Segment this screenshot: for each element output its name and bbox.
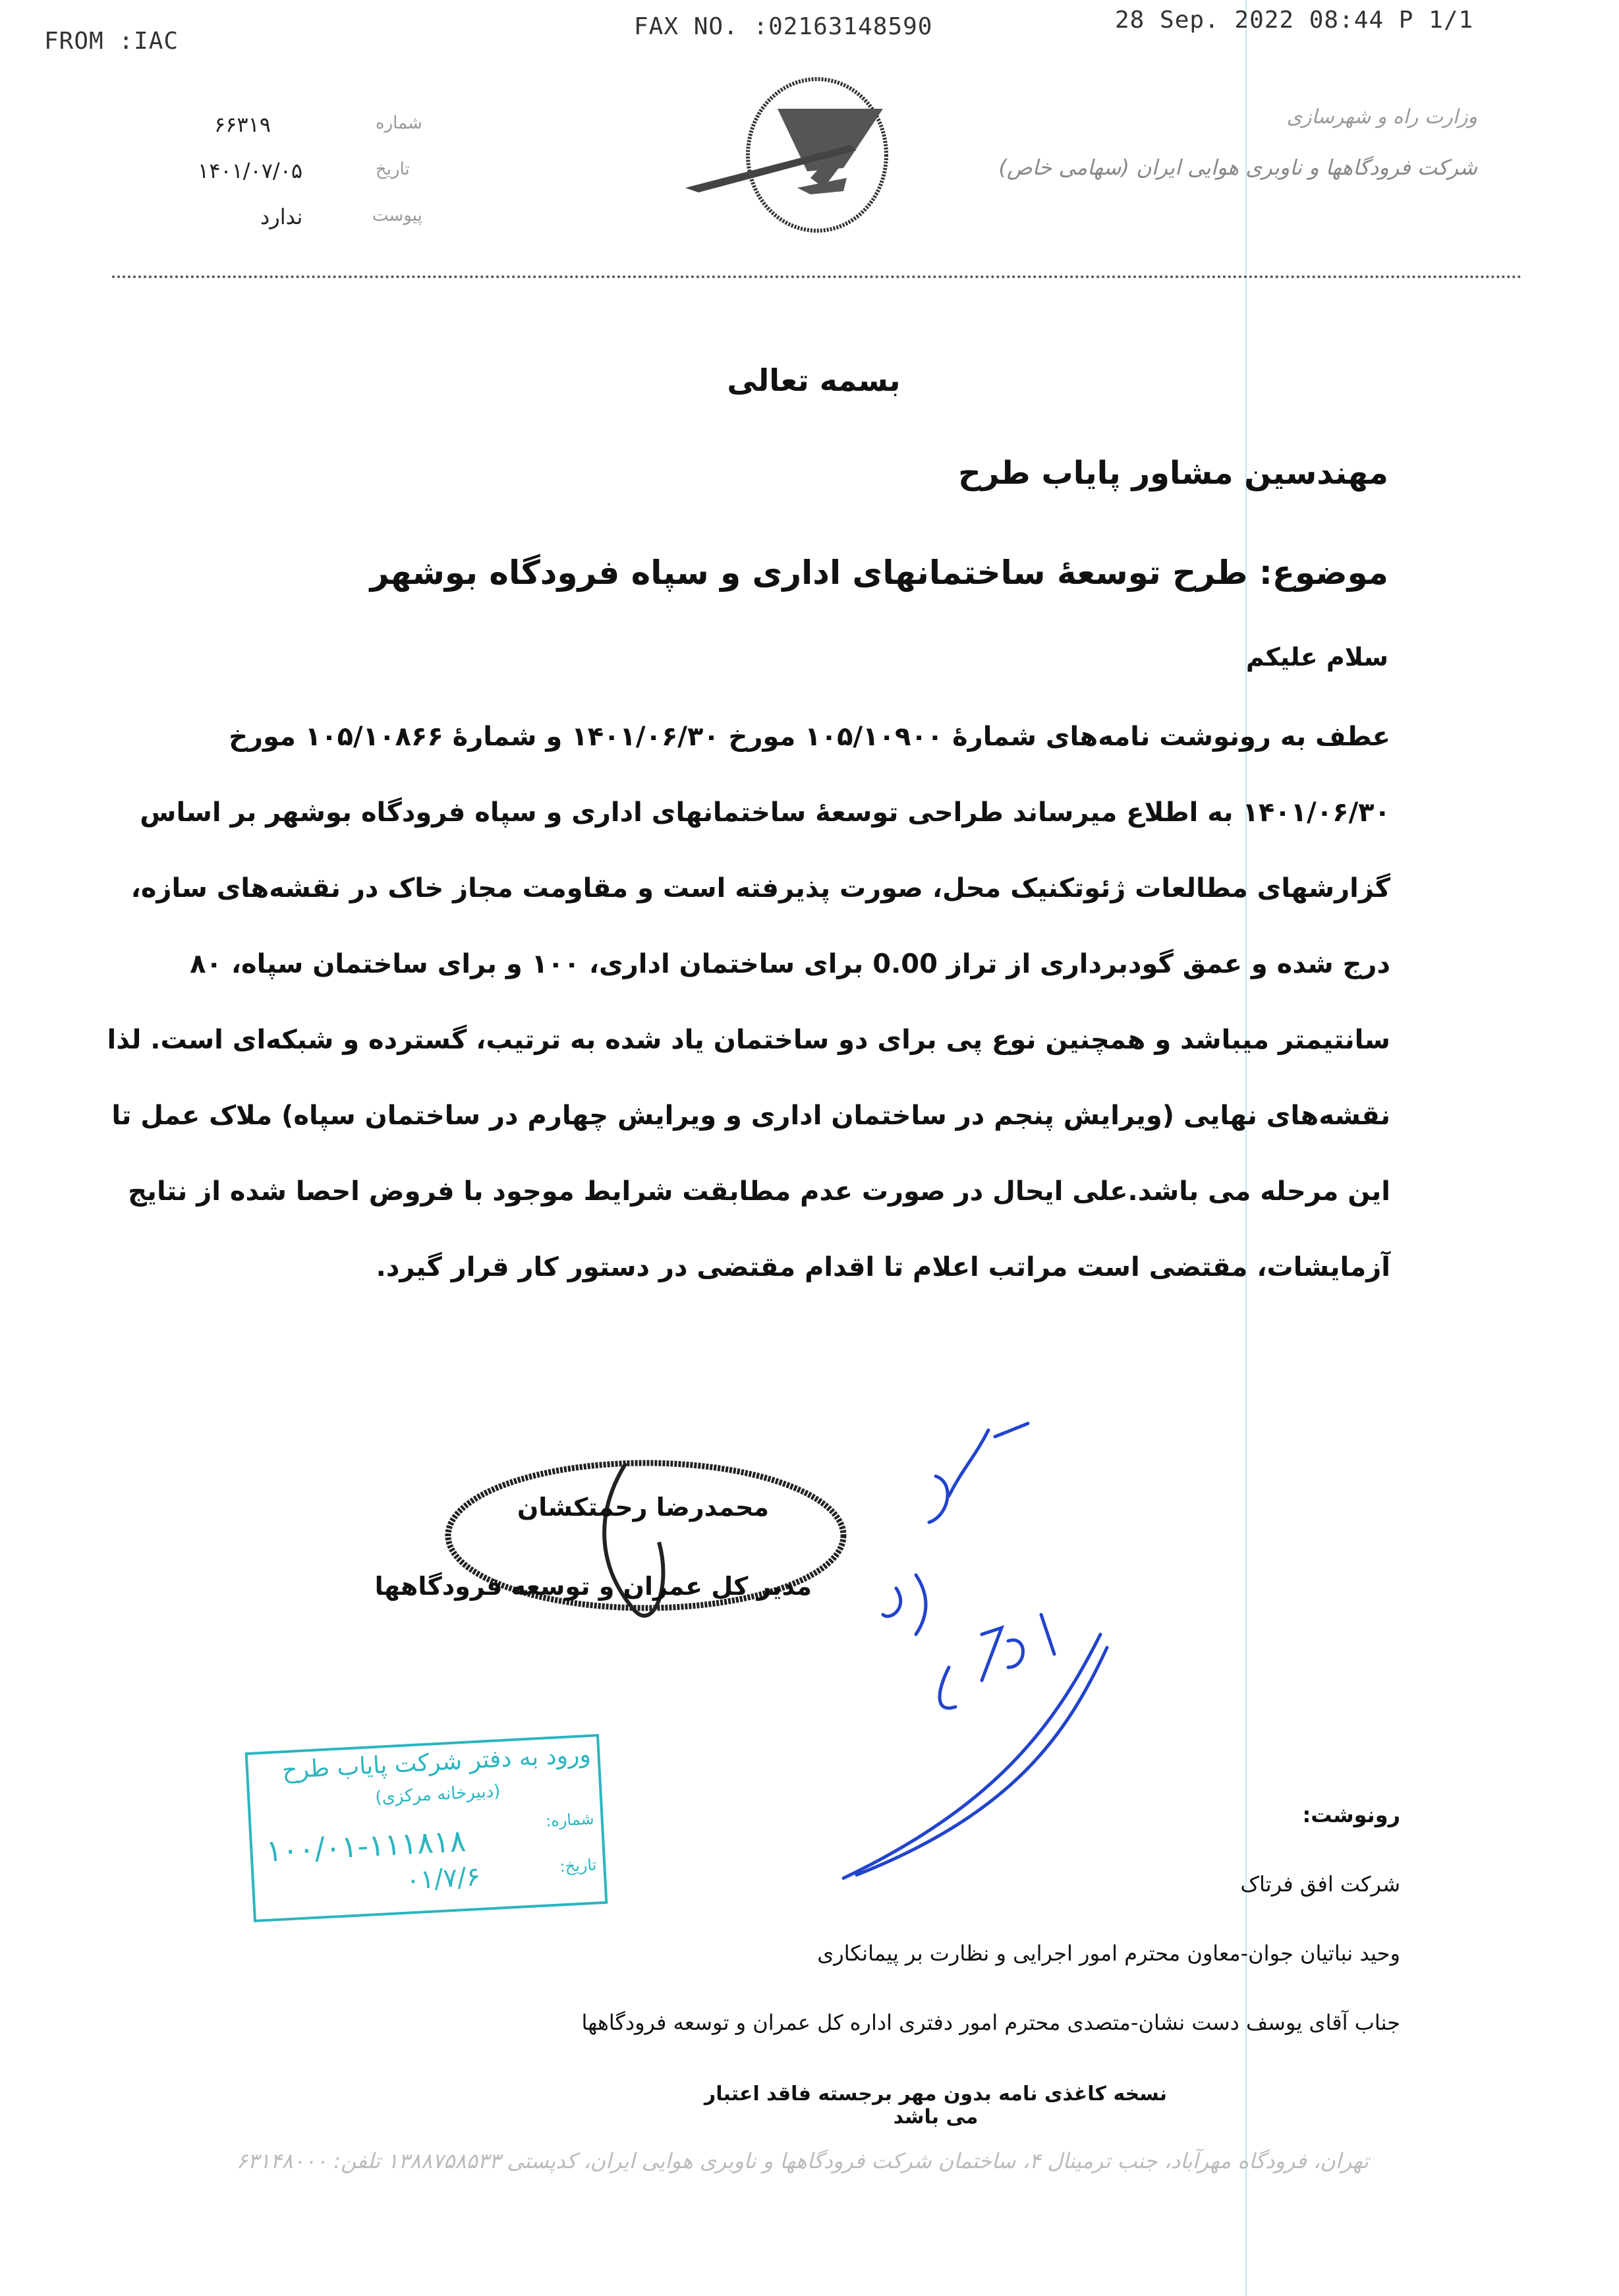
signatory-name: محمدرضا رحمتکشان [517,1493,769,1522]
signatory-title: مدیر کل عمران و توسعه فرودگاهها [374,1572,812,1601]
body-line: نقشه‌های نهایی (ویرایش پنجم در ساختمان اداری و ویرایش چهارم در ساختمان سپاه) ملاک عمل تا [111,1101,1390,1131]
cc-item: وحید نباتیان جوان-معاون محترم امور اجرایی و نظارت بر پیمانکاری [817,1941,1400,1966]
handwritten-note [830,1417,1147,1891]
subject: موضوع: طرح توسعهٔ ساختمانهای اداری و سپاه فرودگاه بوشهر [370,554,1388,592]
header-divider [112,275,1522,278]
letter-number: ۶۶۳۱۹ [214,112,271,137]
recipient: مهندسین مشاور پایاب طرح [958,455,1388,492]
validity-notice: نسخه کاغذی نامه بدون مهر برجسته فاقد اعتبار می باشد [704,2082,1168,2129]
body-line: ۱۴۰۱/۰۶/۳۰ به اطلاع میرساند طراحی توسعهٔ ساختمانهای اداری و سپاه فرودگاه بوشهر بر اساس [140,797,1390,828]
invocation: بسمه تعالی [727,362,901,398]
stamp-subtitle: (دبیرخانه مرکزی) [374,1781,501,1808]
stamp-date-label: تاریخ: [559,1855,597,1876]
body-line: گزارشهای مطالعات ژئوتکنیک محل، صورت پذیرفته است و مقاومت مجاز خاک در نقشه‌های سازه، [130,873,1390,904]
cc-label: رونوشت: [1302,1802,1400,1827]
greeting: سلام علیکم [1245,643,1388,672]
fax-datetime: 28 Sep. 2022 08:44 P 1/1 [1115,7,1474,34]
body-line: آزمایشات، مقتضی است مراتب اعلام تا اقدام مقتضی در دستور کار قرار گیرد. [376,1252,1390,1282]
stamp-number-label: شماره: [545,1809,595,1831]
ministry-name: وزارت راه و شهرسازی [1286,105,1477,129]
fax-from: FROM :IAC [44,28,179,55]
cc-item: شرکت افق فرتاک [1240,1872,1400,1897]
letter-attachment-label: پیوست [372,206,422,225]
signature-ellipse [435,1437,863,1654]
receipt-stamp [245,1734,608,1922]
letter-attachment: ندارد [260,204,303,229]
letter-number-label: شماره [376,113,422,133]
body-line: سانتیمتر میباشد و همچنین نوع پی برای دو ساختمان یاد شده به ترتیب، گسترده و شبکه‌ای است. لذا [107,1025,1390,1055]
cc-item: جناب آقای یوسف دست نشان-متصدی محترم امور دفتری اداره کل عمران و توسعه فرودگاهها [581,2010,1400,2035]
body-line: درج شده و عمق گودبرداری از تراز 0.00 برای ساختمان اداری، ۱۰۰ و برای ساختمان سپاه، ۸۰ [190,949,1390,979]
stamp-date: ۰۱/۷/۶ [405,1861,482,1896]
footer-address: تهران، فرودگاه مهرآباد، جنب ترمینال ۴، ساختمان شرکت فرودگاهها و ناوبری هوایی ایران، کدپستی ۱۳۸۸۷۵۸۵۳۳ تلفن: ۶۳۱۴۸۰۰۰ [236,2148,1369,2173]
stamp-title: ورود به دفتر شرکت پایاب طرح [281,1740,592,1785]
body-line: این مرحله می باشد.علی ایحال در صورت عدم مطابقت شرایط موجود با فروض احصا شده از نتایج [128,1176,1390,1207]
letter-date-label: تاریخ [376,159,410,179]
stamp-number: ۱۰۰/۰۱-۱۱۱۸۱۸ [265,1822,467,1869]
company-logo [679,72,955,244]
body-line: عطف به رونوشت نامه‌های شمارهٔ ۱۰۵/۱۰۹۰۰ مورخ ۱۴۰۱/۰۶/۳۰ و شمارهٔ ۱۰۵/۱۰۸۶۶ مورخ [229,722,1390,752]
letter-date: ۱۴۰۱/۰۷/۰۵ [198,158,303,183]
company-name: شرکت فرودگاهها و ناوبری هوایی ایران (سهامی خاص) [998,155,1477,180]
fax-number: FAX NO. :02163148590 [634,13,933,40]
